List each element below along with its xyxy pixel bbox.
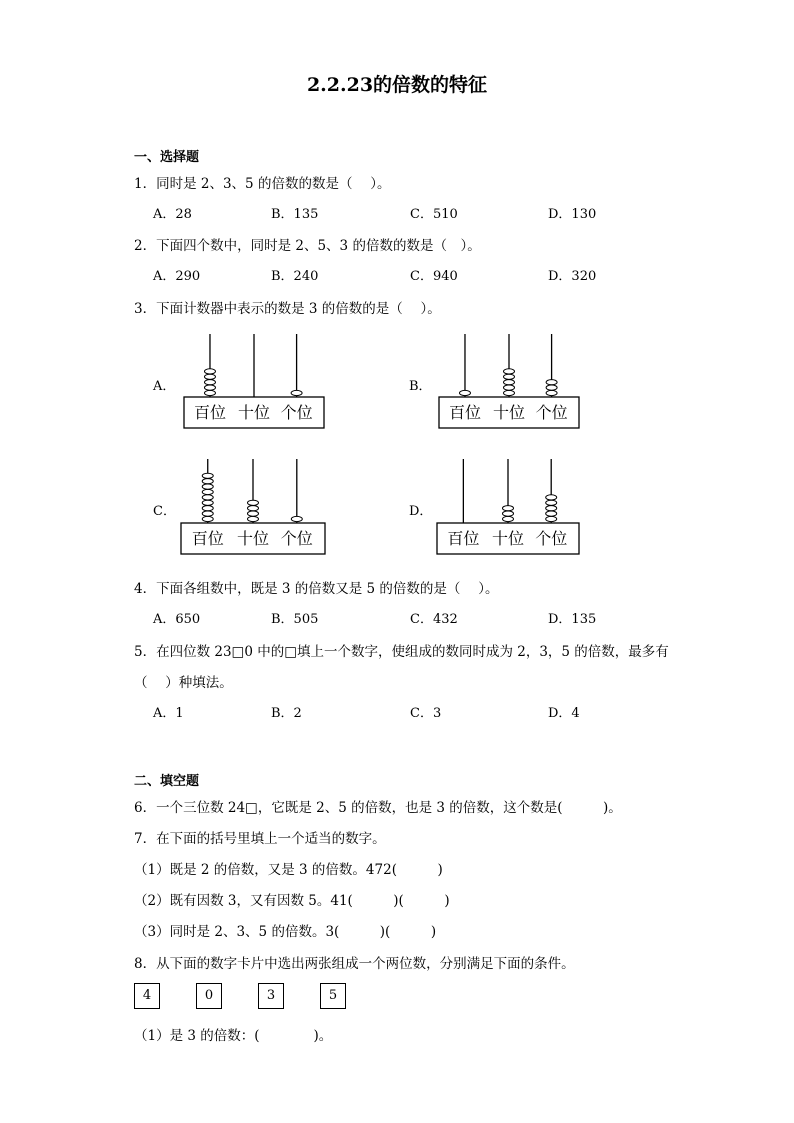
- question-7: 7．在下面的括号里填上一个适当的数字。: [134, 831, 386, 847]
- abacus-bead: [504, 390, 515, 395]
- question-6: 6．一个三位数 24□，它既是 2、5 的倍数，也是 3 的倍数，这个数是( )。: [134, 800, 622, 816]
- abacus-c: [180, 455, 326, 556]
- abacus-bead: [546, 380, 557, 385]
- abacus-bead: [204, 374, 215, 379]
- abacus-bead: [504, 374, 515, 379]
- abacus-bead: [291, 390, 302, 395]
- abacus-bead: [204, 369, 215, 374]
- q5-option-b[interactable]: B．2: [271, 706, 302, 721]
- abacus-bead: [291, 516, 302, 521]
- abacus-place-label: 个位: [535, 529, 568, 548]
- section-heading-choice: 一、选择题: [134, 150, 200, 165]
- question-2: 2．下面四个数中，同时是 2、5、3 的倍数的数是（ ）。: [134, 238, 481, 254]
- digit-card: 0: [196, 983, 222, 1009]
- question-1: 1．同时是 2、3、5 的倍数的数是（ ）。: [134, 176, 391, 192]
- question-3: 3．下面计数器中表示的数是 3 的倍数的是（ ）。: [134, 301, 441, 317]
- q2-option-b[interactable]: B．240: [271, 269, 319, 284]
- q2-option-d[interactable]: D．320: [548, 269, 597, 284]
- abacus-b-label[interactable]: B．: [409, 379, 432, 394]
- abacus-place-label: 百位: [447, 529, 480, 548]
- q4-option-d[interactable]: D．135: [548, 612, 597, 627]
- abacus-bead: [546, 506, 557, 511]
- abacus-bead: [546, 385, 557, 390]
- abacus-place-label: 个位: [535, 403, 568, 422]
- abacus-bead: [204, 385, 215, 390]
- q5-option-d[interactable]: D．4: [548, 706, 580, 721]
- abacus-bead: [546, 511, 557, 516]
- abacus-bead: [202, 506, 213, 511]
- q4-option-b[interactable]: B．505: [271, 612, 319, 627]
- abacus-bead: [504, 380, 515, 385]
- q4-option-a[interactable]: A．650: [153, 612, 201, 627]
- abacus-bead: [248, 506, 259, 511]
- abacus-a-label[interactable]: A．: [153, 379, 176, 394]
- q1-option-a[interactable]: A．28: [153, 207, 192, 222]
- abacus-a: [183, 330, 325, 430]
- abacus-bead: [503, 506, 514, 511]
- abacus-place-label: 百位: [193, 403, 226, 422]
- abacus-bead: [202, 516, 213, 521]
- question-5-line2: （ ）种填法。: [134, 675, 233, 691]
- question-5-line1: 5．在四位数 23□0 中的□填上一个数字，使组成的数同时成为 2，3，5 的倍数，最多有: [134, 644, 669, 660]
- abacus-bead: [503, 511, 514, 516]
- question-7-sub1: （1）既是 2 的倍数，又是 3 的倍数。472( ): [134, 862, 443, 878]
- abacus-bead: [546, 500, 557, 505]
- question-7-sub2: （2）既有因数 3，又有因数 5。41( )( ): [134, 893, 450, 909]
- abacus-bead: [248, 511, 259, 516]
- abacus-place-label: 个位: [280, 403, 313, 422]
- q1-option-c[interactable]: C．510: [410, 207, 458, 222]
- abacus-bead: [248, 500, 259, 505]
- abacus-bead: [202, 479, 213, 484]
- abacus-bead: [202, 484, 213, 489]
- abacus-place-label: 十位: [491, 529, 525, 548]
- q2-option-c[interactable]: C．940: [410, 269, 458, 284]
- question-8-sub1: （1）是 3 的倍数：( )。: [134, 1028, 333, 1044]
- digit-card: 5: [320, 983, 346, 1009]
- digit-card: 4: [134, 983, 160, 1009]
- abacus-bead: [504, 385, 515, 390]
- abacus-b: [438, 330, 580, 430]
- abacus-bead: [204, 390, 215, 395]
- question-8: 8．从下面的数字卡片中选出两张组成一个两位数，分别满足下面的条件。: [134, 956, 575, 972]
- abacus-place-label: 百位: [191, 529, 224, 548]
- q5-option-a[interactable]: A．1: [153, 706, 184, 721]
- abacus-bead: [204, 380, 215, 385]
- abacus-bead: [202, 500, 213, 505]
- abacus-bead: [504, 369, 515, 374]
- abacus-bead: [546, 516, 557, 521]
- abacus-bead: [248, 516, 259, 521]
- digit-card: 3: [258, 983, 284, 1009]
- abacus-d: [436, 455, 580, 556]
- abacus-place-label: 十位: [237, 403, 271, 422]
- abacus-bead: [202, 511, 213, 516]
- q5-option-c[interactable]: C．3: [410, 706, 442, 721]
- abacus-bead: [202, 489, 213, 494]
- abacus-bead: [202, 495, 213, 500]
- abacus-place-label: 十位: [492, 403, 526, 422]
- abacus-place-label: 十位: [236, 529, 270, 548]
- abacus-place-label: 百位: [448, 403, 481, 422]
- abacus-bead: [503, 516, 514, 521]
- abacus-bead: [546, 495, 557, 500]
- abacus-bead: [459, 390, 470, 395]
- abacus-d-label[interactable]: D．: [409, 504, 433, 519]
- question-7-sub3: （3）同时是 2、3、5 的倍数。3( )( ): [134, 924, 437, 940]
- abacus-c-label[interactable]: C．: [153, 504, 176, 519]
- q1-option-b[interactable]: B．135: [271, 207, 319, 222]
- q4-option-c[interactable]: C．432: [410, 612, 458, 627]
- abacus-bead: [546, 390, 557, 395]
- abacus-bead: [202, 473, 213, 478]
- q1-option-d[interactable]: D．130: [548, 207, 597, 222]
- question-4: 4．下面各组数中，既是 3 的倍数又是 5 的倍数的是（ ）。: [134, 581, 499, 597]
- section-heading-fill: 二、填空题: [134, 774, 200, 789]
- q2-option-a[interactable]: A．290: [153, 269, 201, 284]
- page-title: 2.2.23的倍数的特征: [306, 74, 488, 96]
- abacus-place-label: 个位: [280, 529, 313, 548]
